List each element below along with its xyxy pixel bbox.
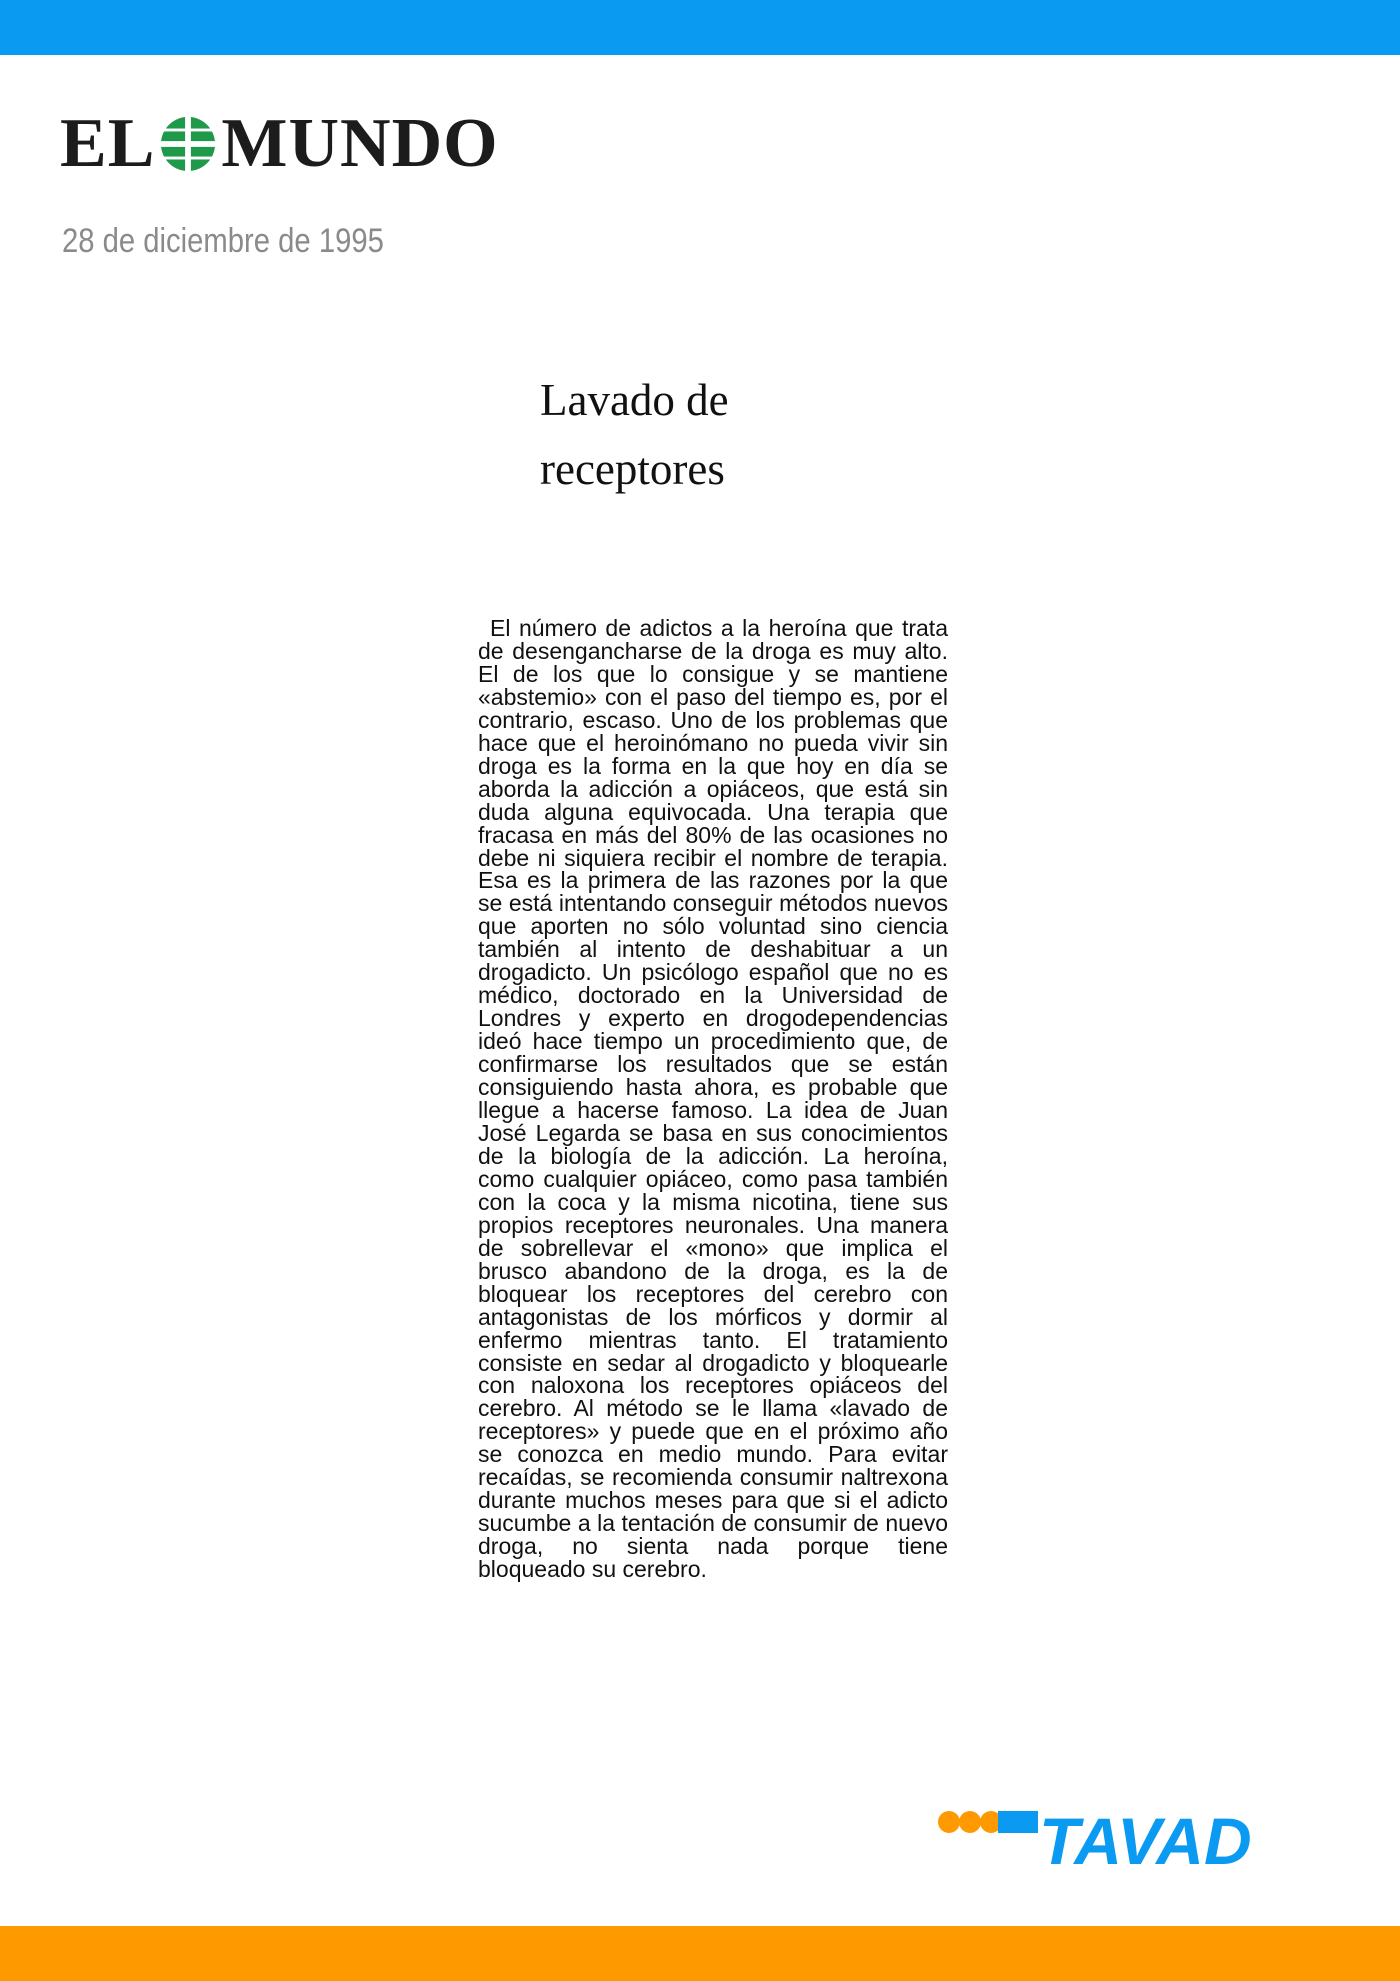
brand-right-text: MUNDO (221, 105, 499, 182)
bottom-color-bar (0, 1926, 1400, 1981)
brand-left-text: EL (60, 105, 156, 182)
article-body: El número de adictos a la heroína que trata de desengancharse de la droga es muy alto. El de los que lo consigue y se mantiene «abstemio» con el paso del tiempo es, por el contrario, escaso. Uno de los problemas que hace que el heroinómano no pueda vivir sin droga es la forma en la que hoy en día se aborda la adicción a opiáceos, que está sin duda alguna equivocada. Una terapia que fracasa en más del 80% de las ocasiones no debe ni siquiera recibir el nombre de terapia. Esa es la primera de las razones por la que se está intentando conseguir métodos nuevos que aporten no sólo voluntad sino ciencia también al intento de deshabituar a un drogadicto. Un psicólogo español que no es médico, doctorado en la Universidad de Londres y experto en drogodependencias ideó hace tiempo un procedimiento que, de confirmarse los resultados que se están consiguiendo hasta ahora, es probable que llegue a hacerse famoso. La idea de Juan José Legarda se basa en sus conocimientos de la biología de la adicción. La heroína, como cualquier opiáceo, como pasa también con la coca y la misma nicotina, tiene sus propios receptores neuronales. Una manera de sobrellevar el «mono» que implica el brusco abandono de la droga, es la de bloquear los receptores del cerebro con antagonistas de los mórficos y dormir al enfermo mientras tanto. El tratamiento consiste en sedar al drogadicto y bloquearle con naloxona los receptores opiáceos del cerebro. Al método se le llama «lavado de receptores» y puede que en el próximo año se conozca en medio mundo. Para evitar recaídas, se recomienda consumir naltrexona durante muchos meses para que si el adicto sucumbe a la tentación de consumir de nuevo droga, no sienta nada porque tiene bloqueado su cerebro. (478, 615, 948, 1583)
tavad-logo (935, 1808, 1320, 1870)
tavad-dots-icon (938, 1811, 1038, 1833)
top-color-bar (0, 0, 1400, 55)
globe-icon (159, 115, 217, 173)
article-title: Lavado de receptores (540, 375, 729, 494)
tavad-logo-text: TAVAD (1039, 1808, 1252, 1870)
el-mundo-logo (60, 104, 499, 184)
publication-date: 28 de diciembre de 1995 (62, 222, 384, 260)
